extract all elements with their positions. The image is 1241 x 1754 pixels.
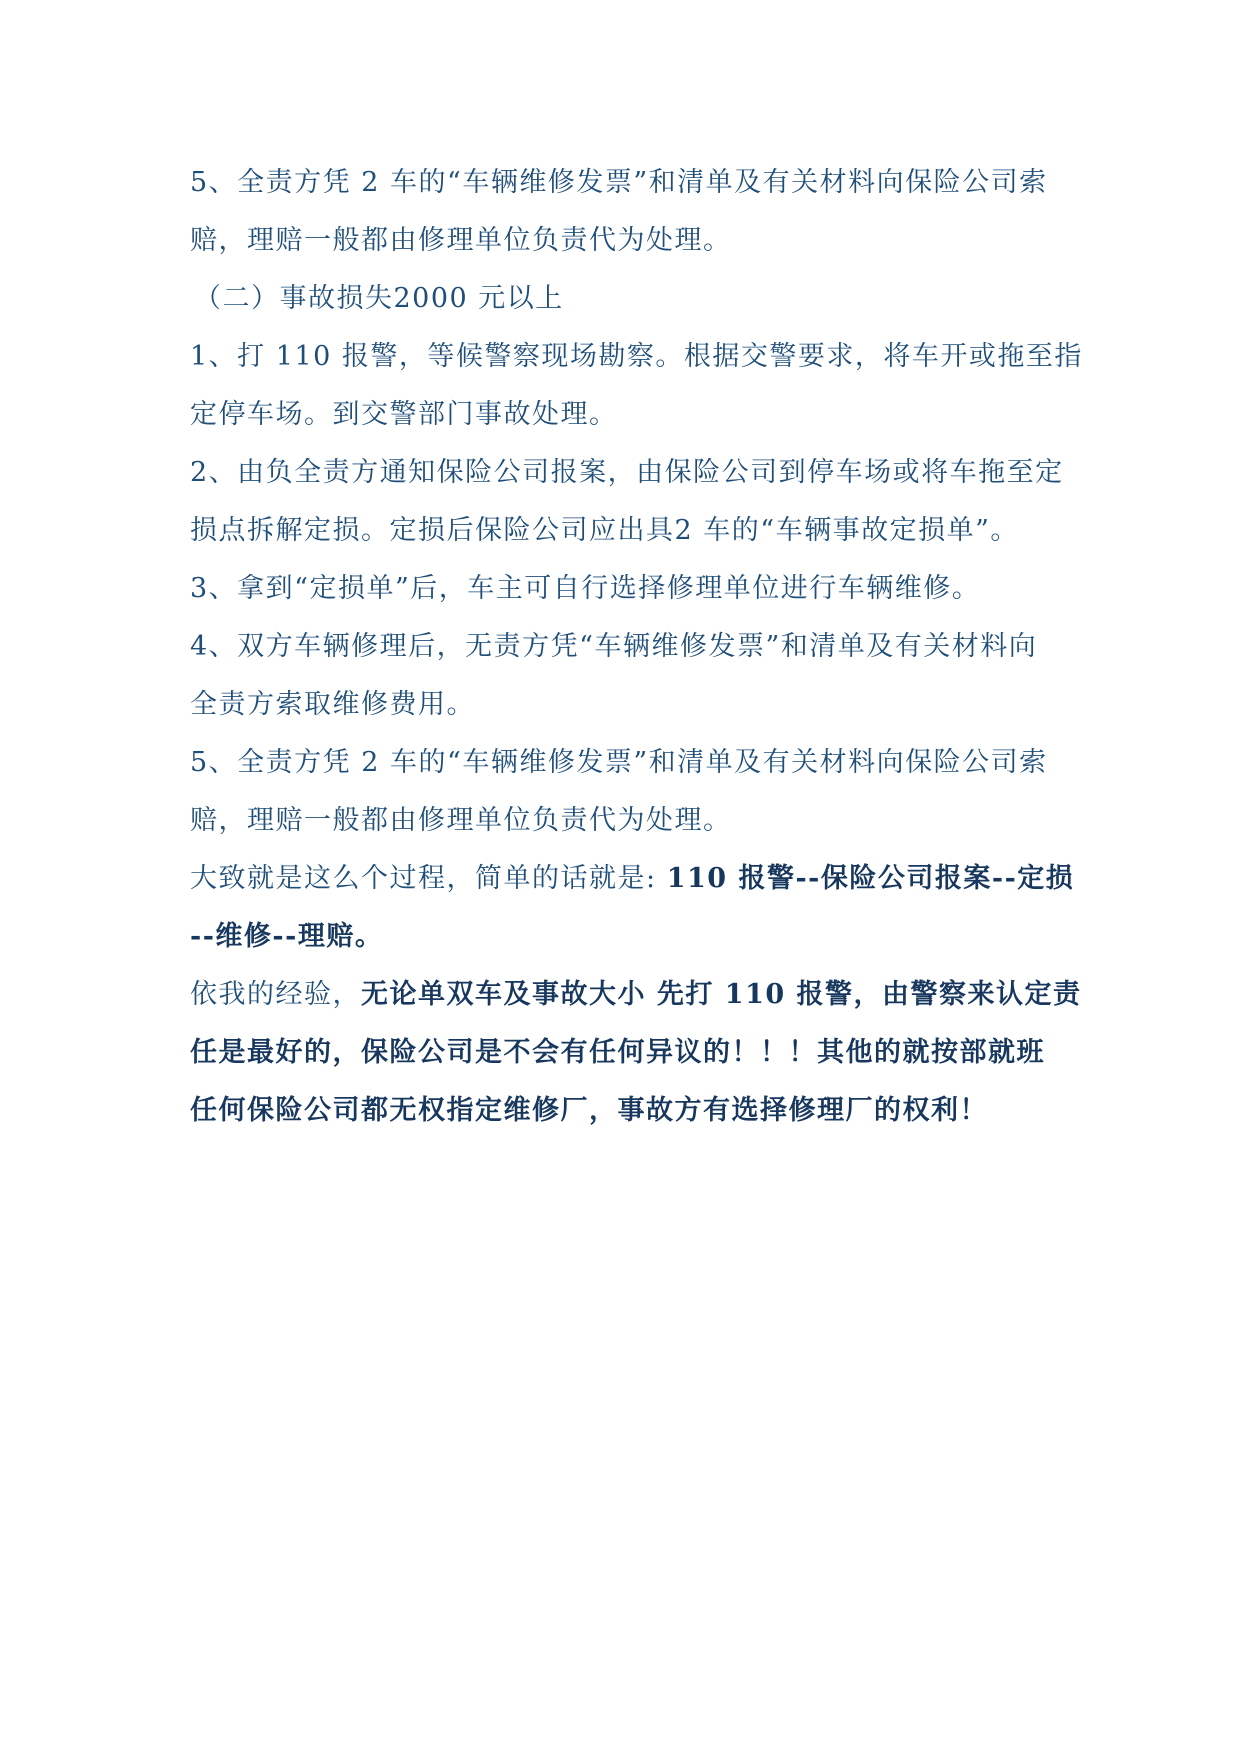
paragraph-line-10: 5、全责方凭 2 车的“车辆维修发票”和清单及有关材料向保险公司索 xyxy=(190,747,1048,778)
summary-line-1 xyxy=(190,861,1075,897)
advice-prefix: 依我的经验， xyxy=(190,979,361,1010)
paragraph-line-7: 3、拿到“定损单”后，车主可自行选择修理单位进行车辆维修。 xyxy=(190,573,981,604)
paragraph-line-4: 定停车场。到交警部门事故处理。 xyxy=(190,399,618,430)
paragraph-line-9: 全责方索取维修费用。 xyxy=(190,689,475,720)
summary-prefix: 大致就是这么个过程，简单的话就是: xyxy=(190,863,667,894)
section-heading: （二）事故损失2000 元以上 xyxy=(194,283,564,314)
paragraph-line-2: 赔，理赔一般都由修理单位负责代为处理。 xyxy=(190,225,732,256)
paragraph-line-11: 赔，理赔一般都由修理单位负责代为处理。 xyxy=(190,805,732,836)
advice-line-1 xyxy=(190,977,1082,1013)
paragraph-line-6: 损点拆解定损。定损后保险公司应出具2 车的“车辆事故定损单”。 xyxy=(190,515,1019,546)
advice-emphasis-1: 无论单双车及事故大小 先打 110 报警，由警察来认定责 xyxy=(361,979,1082,1010)
advice-line-3: 任何保险公司都无权指定维修厂，事故方有选择修理厂的权利！ xyxy=(190,1095,988,1126)
paragraph-line-3: 1、打 110 报警，等候警察现场勘察。根据交警要求，将车开或拖至指 xyxy=(190,341,1083,372)
paragraph-line-1: 5、全责方凭 2 车的“车辆维修发票”和清单及有关材料向保险公司索 xyxy=(190,167,1048,198)
paragraph-line-8: 4、双方车辆修理后，无责方凭“车辆维修发票”和清单及有关材料向 xyxy=(190,631,1038,662)
advice-line-2: 任是最好的，保险公司是不会有任何异议的！！！其他的就按部就班 xyxy=(190,1037,1045,1068)
paragraph-line-5: 2、由负全责方通知保险公司报案，由保险公司到停车场或将车拖至定 xyxy=(190,457,1064,488)
summary-process: 110 报警--保险公司报案--定损 xyxy=(666,863,1075,894)
summary-line-2: --维修--理赔。 xyxy=(190,921,384,952)
